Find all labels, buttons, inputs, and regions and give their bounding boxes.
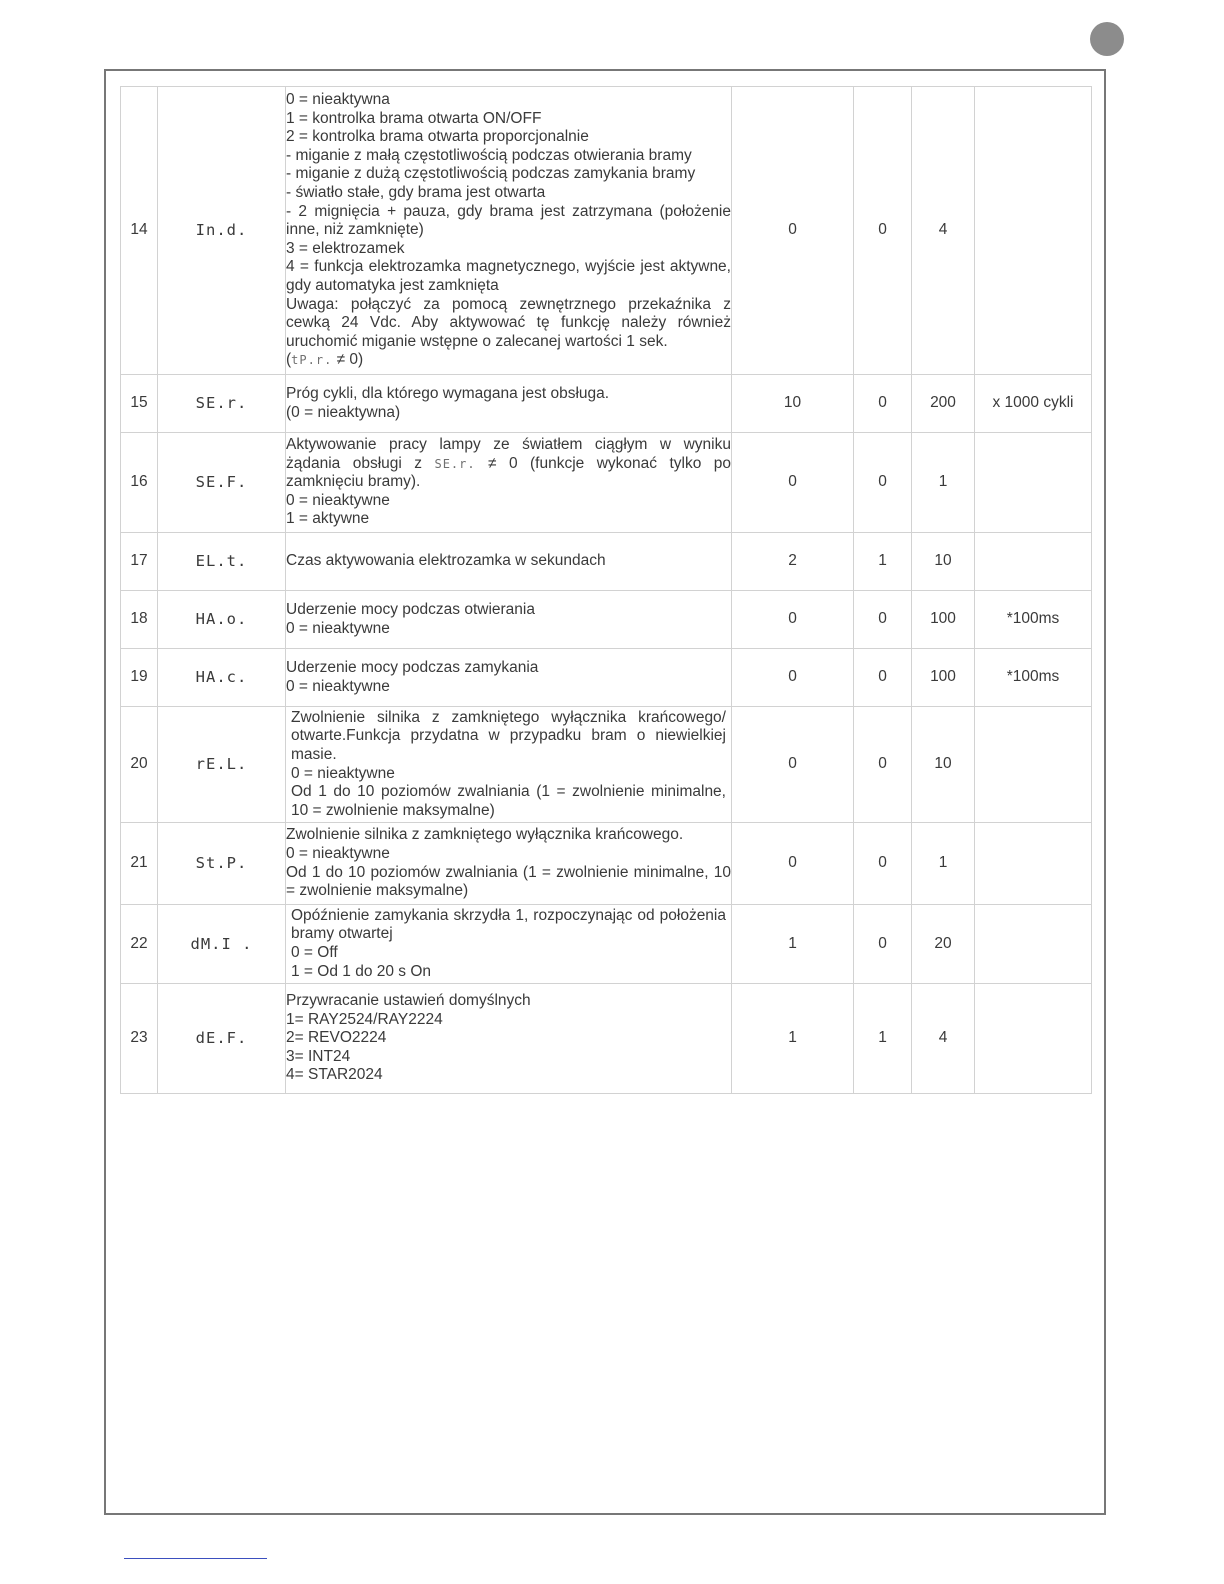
- max-value: 1: [912, 433, 975, 533]
- parameter-code: St.P.: [158, 823, 286, 905]
- default-value: 2: [732, 533, 854, 591]
- min-value: 0: [854, 87, 912, 375]
- min-value: 1: [854, 984, 912, 1094]
- parameter-description: Zwolnienie silnika z zamkniętego wyłącznika krańcowego/ otwarte.Funkcja przydatna w przypadku bram o niewielkiej masie. 0 = nieaktywne Od 1 do 10 poziomów zwalniania (1 = zwolnienie minimalne, 10 = zwolnienie maksymalne): [286, 707, 732, 823]
- parameter-description: Przywracanie ustawień domyślnych 1= RAY2524/RAY2224 2= REVO2224 3= INT24 4= STAR2024: [286, 984, 732, 1094]
- table-row: [121, 649, 1092, 707]
- parameter-code: dE.F.: [158, 984, 286, 1094]
- parameter-description: Uderzenie mocy podczas zamykania 0 = nieaktywne: [286, 649, 732, 707]
- default-value: 0: [732, 433, 854, 533]
- parameter-code: EL.t.: [158, 533, 286, 591]
- max-value: 200: [912, 375, 975, 433]
- max-value: 1: [912, 823, 975, 905]
- unit: [975, 87, 1092, 375]
- parameters-table: [120, 86, 1092, 1094]
- parameter-description: Zwolnienie silnika z zamkniętego wyłącznika krańcowego. 0 = nieaktywne Od 1 do 10 poziomów zwalniania (1 = zwolnienie minimalne, 10 = zwolnienie maksymalne): [286, 823, 732, 905]
- parameter-description: Aktywowanie pracy lampy ze światłem ciągłym w wyniku żądania obsługi z SE.r. ≠ 0 (funkcje wykonać tylko po zamknięciu bramy). 0 = nieaktywne 1 = aktywne: [286, 433, 732, 533]
- unit: [975, 433, 1092, 533]
- default-value: 10: [732, 375, 854, 433]
- parameter-description: 0 = nieaktywna 1 = kontrolka brama otwarta ON/OFF 2 = kontrolka brama otwarta proporcjonalnie - miganie z małą częstotliwością podczas otwierania bramy - miganie z dużą częstotliwością podczas zamykania bramy - światło stałe, gdy brama jest otwarta - 2 mignięcia + pauza, gdy brama jest zatrzymana (położenie inne, niż zamknięte) 3 = elektrozamek 4 = funkcja elektrozamka magnetycznego, wyjście jest aktywne, gdy automatyka jest zamknięta Uwaga: połączyć za pomocą zewnętrznego przekaźnika z cewką 24 Vdc. Aby aktywować tę funkcję należy również uruchomić miganie wstępne o zalecanej wartości 1 sek. (tP.r. ≠ 0): [286, 87, 732, 375]
- unit: [975, 984, 1092, 1094]
- row-number: 17: [121, 533, 158, 591]
- parameter-code: SE.F.: [158, 433, 286, 533]
- parameter-description: Opóźnienie zamykania skrzydła 1, rozpoczynając od położenia bramy otwartej 0 = Off 1 = Od 1 do 20 s On: [286, 905, 732, 984]
- parameter-description: Próg cykli, dla którego wymagana jest obsługa. (0 = nieaktywna): [286, 375, 732, 433]
- table-row: [121, 87, 1092, 375]
- table-row: [121, 375, 1092, 433]
- row-number: 16: [121, 433, 158, 533]
- footer-rule: [124, 1558, 267, 1559]
- max-value: 4: [912, 984, 975, 1094]
- max-value: 20: [912, 905, 975, 984]
- default-value: 0: [732, 649, 854, 707]
- table-row: [121, 433, 1092, 533]
- max-value: 10: [912, 707, 975, 823]
- inline-code: tP.r.: [291, 353, 333, 368]
- table-row: [121, 984, 1092, 1094]
- default-value: 0: [732, 823, 854, 905]
- row-number: 23: [121, 984, 158, 1094]
- default-value: 1: [732, 984, 854, 1094]
- table-row: [121, 823, 1092, 905]
- min-value: 1: [854, 533, 912, 591]
- table-row: [121, 533, 1092, 591]
- parameter-code: SE.r.: [158, 375, 286, 433]
- max-value: 10: [912, 533, 975, 591]
- parameter-code: In.d.: [158, 87, 286, 375]
- page-marker-dot: [1090, 22, 1124, 56]
- table-row: [121, 591, 1092, 649]
- row-number: 15: [121, 375, 158, 433]
- min-value: 0: [854, 433, 912, 533]
- default-value: 0: [732, 707, 854, 823]
- min-value: 0: [854, 823, 912, 905]
- parameter-code: rE.L.: [158, 707, 286, 823]
- parameter-code: HA.o.: [158, 591, 286, 649]
- unit: [975, 533, 1092, 591]
- parameter-description: Czas aktywowania elektrozamka w sekundach: [286, 533, 732, 591]
- unit: [975, 707, 1092, 823]
- inline-code: SE.r.: [434, 456, 476, 471]
- unit: *100ms: [975, 649, 1092, 707]
- description-note: (tP.r. ≠ 0): [286, 351, 364, 369]
- parameter-description: Uderzenie mocy podczas otwierania 0 = nieaktywne: [286, 591, 732, 649]
- min-value: 0: [854, 905, 912, 984]
- unit: [975, 905, 1092, 984]
- row-number: 19: [121, 649, 158, 707]
- default-value: 0: [732, 591, 854, 649]
- row-number: 14: [121, 87, 158, 375]
- min-value: 0: [854, 707, 912, 823]
- max-value: 100: [912, 591, 975, 649]
- min-value: 0: [854, 649, 912, 707]
- unit: x 1000 cykli: [975, 375, 1092, 433]
- row-number: 21: [121, 823, 158, 905]
- row-number: 18: [121, 591, 158, 649]
- table-row: [121, 905, 1092, 984]
- table-row: [121, 707, 1092, 823]
- unit: *100ms: [975, 591, 1092, 649]
- default-value: 0: [732, 87, 854, 375]
- unit: [975, 823, 1092, 905]
- min-value: 0: [854, 591, 912, 649]
- parameter-code: HA.c.: [158, 649, 286, 707]
- max-value: 100: [912, 649, 975, 707]
- row-number: 22: [121, 905, 158, 984]
- parameter-code: dM.I .: [158, 905, 286, 984]
- row-number: 20: [121, 707, 158, 823]
- min-value: 0: [854, 375, 912, 433]
- max-value: 4: [912, 87, 975, 375]
- default-value: 1: [732, 905, 854, 984]
